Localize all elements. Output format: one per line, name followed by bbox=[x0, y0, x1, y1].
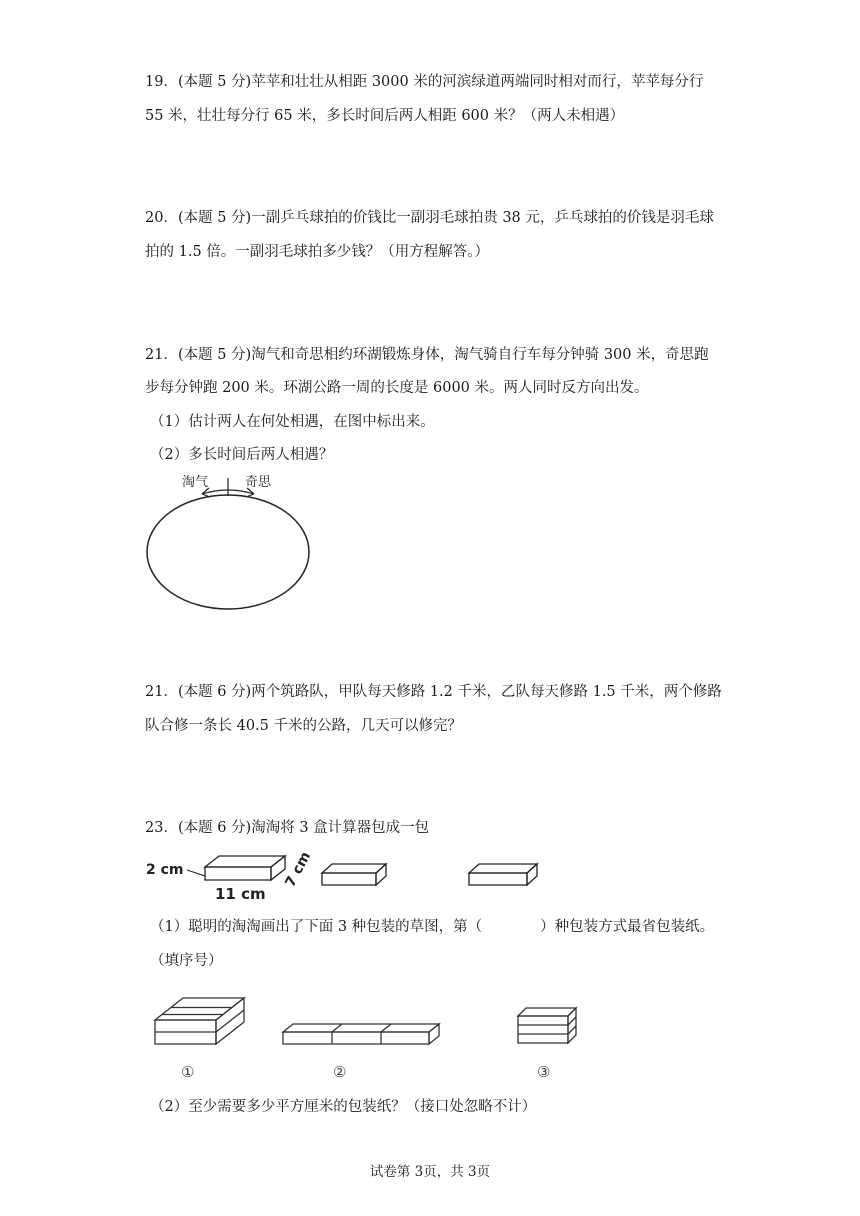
packaging-options-figure bbox=[150, 992, 590, 1082]
q21b-line-1: 21．(本题 6 分)两个筑路队，甲队每天修路 1.2 千米，乙队每天修路 1.5 千米，两个修路 bbox=[145, 684, 722, 700]
q20-line-2: 拍的 1.5 倍。一副羽毛球拍多少钱？（用方程解答。） bbox=[145, 244, 490, 260]
q21a-sub-2: （2）多长时间后两人相遇？ bbox=[150, 447, 334, 463]
q23-sub-1-cont: （填序号） bbox=[150, 953, 223, 969]
dim-height-label: 2 cm bbox=[146, 862, 184, 878]
dim-width-label: 7 cm bbox=[282, 849, 315, 890]
q19-line-2: 55 米，壮壮每分行 65 米，多长时间后两人相距 600 米？（两人未相遇） bbox=[145, 108, 625, 124]
option-3-label: ③ bbox=[537, 1063, 551, 1081]
q23-line-1: 23．(本题 6 分)淘淘将 3 盒计算器包成一包 bbox=[145, 820, 430, 836]
lake-label-qisi: 奇思 bbox=[245, 475, 272, 490]
dim-leader-height bbox=[187, 870, 205, 876]
q21a-sub-1: （1）估计两人在何处相遇，在图中标出来。 bbox=[150, 414, 435, 430]
lake-ellipse bbox=[147, 495, 309, 609]
q21b-line-2: 队合修一条长 40.5 千米的公路，几天可以修完？ bbox=[145, 718, 463, 734]
plain-box-3 bbox=[469, 864, 537, 885]
q19-line-1: 19．(本题 5 分)苹苹和壮壮从相距 3000 米的河滨绿道两端同时相对而行，苹苹每分行 bbox=[145, 74, 704, 90]
lake-label-taoqi: 淘气 bbox=[182, 475, 209, 490]
q20-line-1: 20．(本题 5 分)一副乒乓球拍的价钱比一副羽毛球拍贵 38 元，乒乓球拍的价钱是羽毛球 bbox=[145, 210, 714, 226]
q21a-line-1: 21．(本题 5 分)淘气和奇思相约环湖锻炼身体，淘气骑自行车每分钟骑 300 米，奇思跑 bbox=[145, 347, 709, 363]
q23-sub-1: （1）聪明的淘淘画出了下面 3 种包装的草图，第（ ）种包装方式最省包装纸。 bbox=[150, 919, 715, 935]
lake-figure bbox=[140, 470, 310, 610]
q21a-line-2: 步每分钟跑 200 米。环湖公路一周的长度是 6000 米。两人同时反方向出发。 bbox=[145, 380, 649, 396]
option-1-drawing bbox=[155, 998, 244, 1044]
box-dimension-figure bbox=[143, 849, 563, 903]
page-footer: 试卷第 3页，共 3页 bbox=[369, 1164, 491, 1180]
option-1-label: ① bbox=[181, 1063, 195, 1081]
option-2-label: ② bbox=[333, 1063, 347, 1081]
plain-box-2 bbox=[322, 864, 386, 885]
q23-sub-2: （2）至少需要多少平方厘米的包装纸？（接口处忽略不计） bbox=[150, 1099, 537, 1115]
dim-length-label: 11 cm bbox=[215, 885, 266, 903]
option-2-drawing bbox=[283, 1024, 439, 1044]
dimensioned-box bbox=[205, 856, 285, 880]
option-3-drawing bbox=[518, 1008, 576, 1043]
